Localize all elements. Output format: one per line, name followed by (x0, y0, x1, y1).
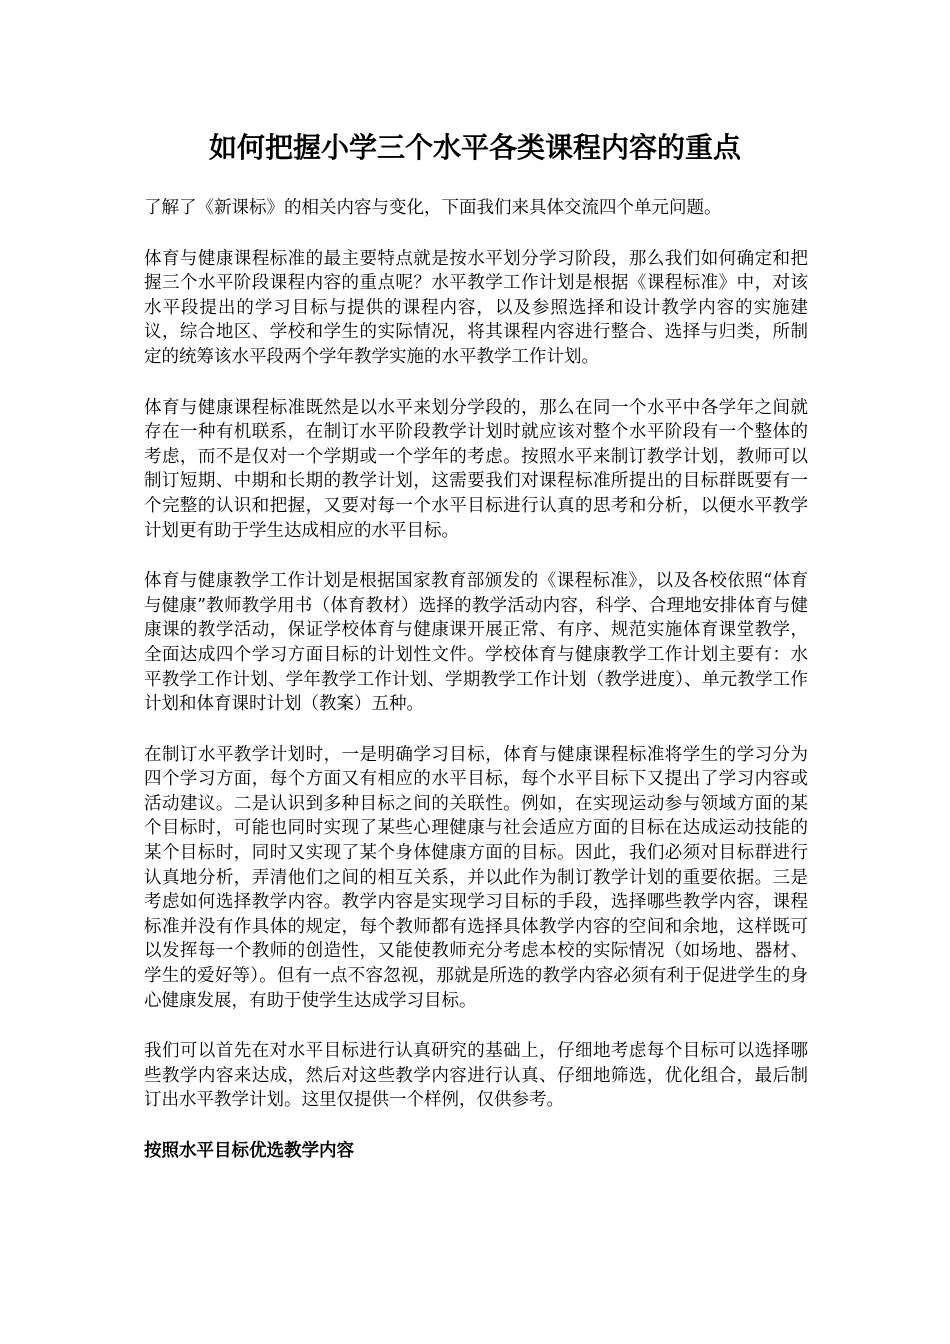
document-body (144, 196, 808, 1164)
paragraph-3: 体育与健康教学工作计划是根据国家教育部颁发的《课程标准》，以及各校依照“体育与健康”教师教学用书（体育教材）选择的教学活动内容，科学、合理地安排体育与健康课的教学活动，保证学校体育与健康课开展正常、有序、规范实施体育课堂教学，全面达成四个学习方面目标的计划性文件。学校体育与健康教学工作计划主要有：水平教学工作计划、学年教学工作计划、学期教学工作计划（教学进度）、单元教学工作计划和体育课时计划（教案）五种。 (144, 571, 808, 715)
paragraph-4: 在制订水平教学计划时，一是明确学习目标，体育与健康课程标准将学生的学习分为四个学习方面，每个方面又有相应的水平目标，每个水平目标下又提出了学习内容或活动建议。二是认识到多种目标之间的关联性。例如，在实现运动参与领域方面的某个目标时，可能也同时实现了某些心理健康与社会适应方面的目标在达成运动技能的某个目标时，同时又实现了某个身体健康方面的目标。因此，我们必须对目标群进行认真地分析，弄清他们之间的相互关系，并以此作为制订教学计划的重要依据。三是考虑如何选择教学内容。教学内容是实现学习目标的手段，选择哪些教学内容，课程标准并没有作具体的规定，每个教师都有选择具体教学内容的空间和余地，这样既可以发挥每一个教师的创造性，又能使教师充分考虑本校的实际情况（如场地、器材、学生的爱好等）。但有一点不容忽视，那就是所选的教学内容必须有利于促进学生的身心健康发展，有助于使学生达成学习目标。 (144, 744, 808, 1011)
document-title: 如何把握小学三个水平各类课程内容的重点 (208, 131, 741, 164)
section-heading: 按照水平目标优选教学内容 (144, 1141, 354, 1161)
paragraph-5: 我们可以首先在对水平目标进行认真研究的基础上，仔细地考虑每个目标可以选择哪些教学内容来达成，然后对这些教学内容进行认真、仔细地筛选，优化组合，最后制订出水平教学计划。这里仅提供一个样例，仅供参考。 (144, 1041, 808, 1111)
paragraph-1: 体育与健康课程标准的最主要特点就是按水平划分学习阶段，那么我们如何确定和把握三个水平阶段课程内容的重点呢？水平教学工作计划是根据《课程标准》中，对该水平段提出的学习目标与提供的课程内容，以及参照选择和设计教学内容的实施建议，综合地区、学校和学生的实际情况，将其课程内容进行整合、选择与归类，所制定的统筹该水平段两个学年教学实施的水平教学工作计划。 (144, 248, 808, 367)
paragraph-intro: 了解了《新课标》的相关内容与变化，下面我们来具体交流四个单元问题。 (144, 198, 722, 218)
paragraph-2: 体育与健康课程标准既然是以水平来划分学段的，那么在同一个水平中各学年之间就存在一种有机联系，在制订水平阶段教学计划时就应该对整个水平阶段有一个整体的考虑，而不是仅对一个学期或一个学年的考虑。按照水平来制订教学计划，教师可以制订短期、中期和长期的教学计划，这需要我们对课程标准所提出的目标群既要有一个完整的认识和把握，又要对每一个水平目标进行认真的思考和分析，以便水平教学计划更有助于学生达成相应的水平目标。 (144, 397, 808, 541)
